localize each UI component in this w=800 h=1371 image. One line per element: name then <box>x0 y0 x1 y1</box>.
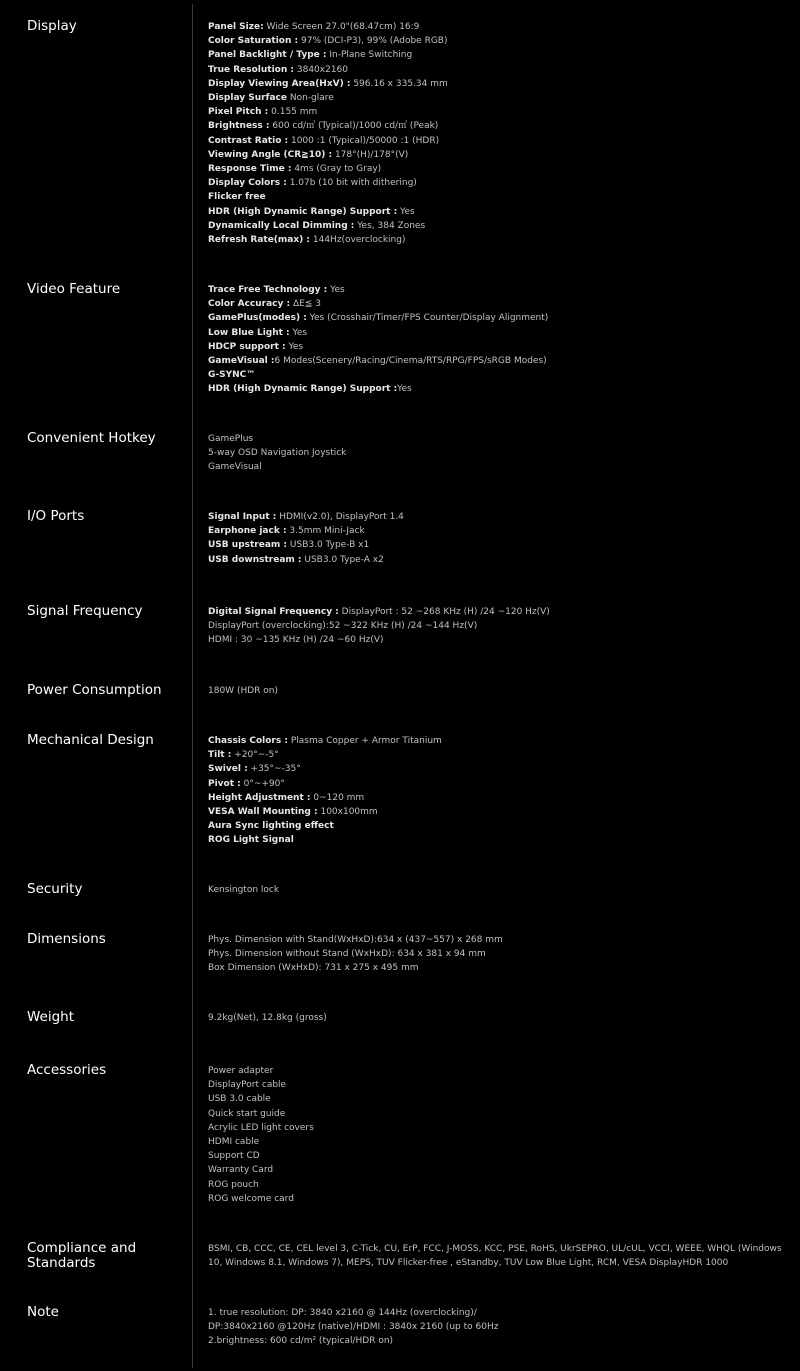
spec-value: Quick start guide <box>208 1108 286 1119</box>
spec-line <box>208 1149 793 1163</box>
spec-label: Display Surface <box>208 93 287 104</box>
spec-value: Yes <box>285 341 304 352</box>
spec-label: USB downstream : <box>208 554 302 565</box>
section-title: Compliance and Standards <box>27 1240 137 1271</box>
spec-value: Non-glare <box>287 93 334 104</box>
spec-label: Signal Input : <box>208 512 277 522</box>
section-body <box>208 1306 793 1349</box>
spec-line <box>208 524 793 538</box>
section-body <box>208 684 793 698</box>
spec-line <box>208 1334 793 1348</box>
spec-label: ROG Light Signal <box>208 835 294 846</box>
spec-label: Pivot : <box>208 778 241 789</box>
spec-value: DP:3840x2160 @120Hz (native)/HDMI : 3840x 2160 (up to 60Hz <box>208 1322 499 1333</box>
spec-value: HDMI : 30 ~135 KHz (H) /24 ~60 Hz(V) <box>208 635 384 646</box>
spec-value: 1. true resolution: DP: 3840 x2160 @ 144Hz (overclocking)/ <box>208 1308 477 1318</box>
spec-label: Tilt : <box>208 750 232 761</box>
spec-line <box>208 311 793 325</box>
spec-label: G-SYNC™ <box>208 370 256 381</box>
spec-value: 3.5mm Mini-Jack <box>286 526 365 537</box>
spec-line <box>208 883 793 897</box>
spec-line <box>208 190 793 204</box>
spec-value: 596.16 x 335.34 mm <box>350 78 448 89</box>
spec-line <box>208 233 793 247</box>
spec-value: Yes <box>397 206 415 217</box>
spec-label: Panel Size: <box>208 22 264 32</box>
spec-label: Height Adjustment : <box>208 792 311 803</box>
spec-label: Refresh Rate(max) : <box>208 235 311 246</box>
section-body <box>208 1011 793 1025</box>
spec-value: 3840x2160 <box>294 64 349 75</box>
spec-label: Aura Sync lighting effect <box>208 821 334 832</box>
section-body <box>208 883 793 897</box>
section-body <box>208 283 793 397</box>
spec-value: 144Hz(overclocking) <box>310 235 406 246</box>
spec-label: Flicker free <box>208 192 266 203</box>
spec-label: True Resolution : <box>208 64 295 75</box>
spec-value: 2.brightness: 600 cd/m² (typical/HDR on) <box>208 1336 394 1347</box>
spec-label: Panel Backlight / Type : <box>208 50 327 61</box>
spec-value: 5-way OSD Navigation Joystick <box>208 448 347 459</box>
section-title: Accessories <box>27 1062 107 1078</box>
spec-line <box>208 91 793 105</box>
spec-value: Phys. Dimension with Stand(WxHxD):634 x (437~557) x 268 mm <box>208 935 503 945</box>
spec-value: +35°~-35° <box>247 764 301 775</box>
spec-line <box>208 205 793 219</box>
spec-value: Power adapter <box>208 1066 274 1076</box>
spec-line <box>208 833 793 847</box>
section-body <box>208 933 793 976</box>
spec-value: Box Dimension (WxHxD): 731 x 275 x 495 mm <box>208 963 419 974</box>
spec-line <box>208 382 793 396</box>
spec-line <box>208 734 793 748</box>
spec-line <box>208 20 793 34</box>
section-title: Convenient Hotkey <box>27 430 156 446</box>
spec-value: USB3.0 Type-A x2 <box>301 554 384 565</box>
section-title: Dimensions <box>27 931 106 947</box>
spec-line <box>208 805 793 819</box>
spec-line <box>208 63 793 77</box>
spec-line <box>208 326 793 340</box>
spec-line <box>208 48 793 62</box>
section-body <box>208 734 793 848</box>
spec-value: 178°(H)/178°(V) <box>332 149 409 160</box>
spec-line <box>208 1078 793 1092</box>
spec-line <box>208 619 793 633</box>
spec-value: DisplayPort (overclocking):52 ~322 KHz (H) /24 ~144 Hz(V) <box>208 621 478 632</box>
spec-label: GamePlus(modes) : <box>208 313 307 324</box>
spec-value: 4ms (Gray to Gray) <box>291 164 382 175</box>
spec-value: 6 Modes(Scenery/Racing/Cinema/RTS/RPG/FPS/sRGB Modes) <box>274 356 547 367</box>
spec-value: 97% (DCI-P3), 99% (Adobe RGB) <box>298 36 448 47</box>
spec-line <box>208 134 793 148</box>
section-title: Weight <box>27 1009 75 1025</box>
column-divider <box>192 4 193 1368</box>
section-body <box>208 1242 793 1270</box>
section-body <box>208 510 793 567</box>
spec-line <box>208 105 793 119</box>
spec-value: Yes <box>327 285 345 295</box>
spec-line <box>208 684 793 698</box>
spec-label: Color Accuracy : <box>208 299 291 310</box>
section-body <box>208 432 793 475</box>
spec-value: 100x100mm <box>317 807 378 818</box>
spec-line <box>208 605 793 619</box>
spec-line <box>208 148 793 162</box>
spec-line <box>208 1064 793 1078</box>
spec-label: Earphone jack : <box>208 526 287 537</box>
section-body <box>208 20 793 247</box>
spec-label: Dynamically Local Dimming : <box>208 220 355 231</box>
spec-value: BSMI, CB, CCC, CE, CEL level 3, C-Tick, CU, ErP, FCC, J-MOSS, KCC, PSE, RoHS, UkrSEPRO, UL/cUL, VCCI, WEEE, WHQL (Windows 10, Windows 8.1, Windows 7), MEPS, TUV Flicker-free , eStandby, TUV Low Blue Light, RCM, VESA DisplayHDR 1000 <box>208 1244 782 1269</box>
spec-line <box>208 162 793 176</box>
spec-value: 0.155 mm <box>268 107 318 118</box>
spec-line <box>208 460 793 474</box>
spec-line <box>208 368 793 382</box>
spec-line <box>208 819 793 833</box>
spec-line <box>208 510 793 524</box>
spec-line <box>208 176 793 190</box>
spec-value: HDMI cable <box>208 1137 260 1148</box>
spec-value: Warranty Card <box>208 1165 274 1176</box>
spec-line <box>208 1306 793 1320</box>
spec-line <box>208 283 793 297</box>
spec-value: ROG pouch <box>208 1179 259 1190</box>
section-title: Note <box>27 1304 59 1320</box>
spec-line <box>208 748 793 762</box>
spec-value: Acrylic LED light covers <box>208 1122 314 1133</box>
spec-value: DisplayPort cable <box>208 1080 287 1091</box>
spec-line <box>208 1178 793 1192</box>
spec-label: Swivel : <box>208 764 248 775</box>
spec-line <box>208 34 793 48</box>
spec-value: HDMI(v2.0), DisplayPort 1.4 <box>276 512 404 522</box>
spec-line <box>208 1135 793 1149</box>
spec-value: 600 cd/㎡ (Typical)/1000 cd/㎡ (Peak) <box>269 121 439 132</box>
spec-label: USB upstream : <box>208 540 288 551</box>
spec-value: 180W (HDR on) <box>208 686 278 696</box>
spec-value: 1000 :1 (Typical)/50000 :1 (HDR) <box>288 135 440 146</box>
spec-label: VESA Wall Mounting : <box>208 807 318 818</box>
spec-label: HDR (High Dynamic Range) Support : <box>208 206 398 217</box>
spec-line <box>208 1107 793 1121</box>
spec-value: ᐃE≦ 3 <box>290 299 321 310</box>
spec-line <box>208 961 793 975</box>
spec-line <box>208 791 793 805</box>
spec-line <box>208 947 793 961</box>
spec-label: Color Saturation : <box>208 36 299 47</box>
section-title: Security <box>27 881 83 897</box>
spec-line <box>208 119 793 133</box>
spec-label: Trace Free Technology : <box>208 285 328 295</box>
section-body <box>208 605 793 648</box>
section-title: I/O Ports <box>27 508 85 524</box>
spec-value: In-Plane Switching <box>326 50 413 61</box>
spec-line <box>208 1163 793 1177</box>
spec-line <box>208 219 793 233</box>
spec-value: Yes <box>397 384 412 395</box>
spec-label: Low Blue Light : <box>208 327 290 338</box>
spec-value: 0~120 mm <box>310 792 365 803</box>
spec-value: 0°~+90° <box>240 778 285 789</box>
spec-line <box>208 538 793 552</box>
spec-value: USB 3.0 cable <box>208 1094 271 1105</box>
spec-value: Phys. Dimension without Stand (WxHxD): 634 x 381 x 94 mm <box>208 949 486 960</box>
spec-value: GamePlus <box>208 434 254 444</box>
spec-label: HDR (High Dynamic Range) Support : <box>208 384 398 395</box>
spec-label: Contrast Ratio : <box>208 135 289 146</box>
spec-line <box>208 1320 793 1334</box>
spec-label: Display Viewing Area(HxV) : <box>208 78 351 89</box>
spec-label: Chassis Colors : <box>208 736 288 746</box>
spec-value: USB3.0 Type-B x1 <box>287 540 370 551</box>
spec-label: HDCP support : <box>208 341 286 352</box>
section-title: Power Consumption <box>27 682 162 698</box>
section-title: Signal Frequency <box>27 603 143 619</box>
spec-line <box>208 1192 793 1206</box>
spec-line <box>208 297 793 311</box>
spec-label: Brightness : <box>208 121 270 132</box>
section-title: Display <box>27 18 77 34</box>
spec-line <box>208 432 793 446</box>
spec-line <box>208 1121 793 1135</box>
spec-value: Support CD <box>208 1151 260 1162</box>
spec-label: GameVisual : <box>208 356 275 367</box>
spec-value: ROG welcome card <box>208 1193 294 1204</box>
spec-line <box>208 933 793 947</box>
spec-label: Display Colors : <box>208 178 287 189</box>
spec-line <box>208 340 793 354</box>
spec-value: 9.2kg(Net), 12.8kg (gross) <box>208 1013 327 1023</box>
spec-label: Viewing Angle (CR≧10) : <box>208 149 333 160</box>
section-title: Video Feature <box>27 281 121 297</box>
spec-line <box>208 446 793 460</box>
spec-line <box>208 553 793 567</box>
spec-line <box>208 1242 793 1270</box>
spec-value: DisplayPort : 52 ~268 KHz (H) /24 ~120 Hz(V) <box>338 607 550 617</box>
spec-line <box>208 762 793 776</box>
spec-line <box>208 1092 793 1106</box>
spec-value: Plasma Copper + Armor Titanium <box>287 736 442 746</box>
spec-value: Yes, 384 Zones <box>354 220 426 231</box>
spec-value: Kensington lock <box>208 885 280 895</box>
spec-line <box>208 1011 793 1025</box>
section-title: Mechanical Design <box>27 732 154 748</box>
spec-value: GameVisual <box>208 462 262 473</box>
spec-value: 1.07b (10 bit with dithering) <box>286 178 417 189</box>
spec-line <box>208 633 793 647</box>
spec-line <box>208 77 793 91</box>
spec-value: Yes <box>289 327 308 338</box>
spec-label: Digital Signal Frequency : <box>208 607 339 617</box>
spec-label: Response Time : <box>208 164 292 175</box>
spec-line <box>208 354 793 368</box>
spec-value: Wide Screen 27.0"(68.47cm) 16:9 <box>263 22 420 32</box>
spec-value: Yes (Crosshair/Timer/FPS Counter/Display Alignment) <box>306 313 549 324</box>
spec-value: +20°~-5° <box>231 750 279 761</box>
spec-line <box>208 777 793 791</box>
spec-label: Pixel Pitch : <box>208 107 269 118</box>
section-body <box>208 1064 793 1206</box>
